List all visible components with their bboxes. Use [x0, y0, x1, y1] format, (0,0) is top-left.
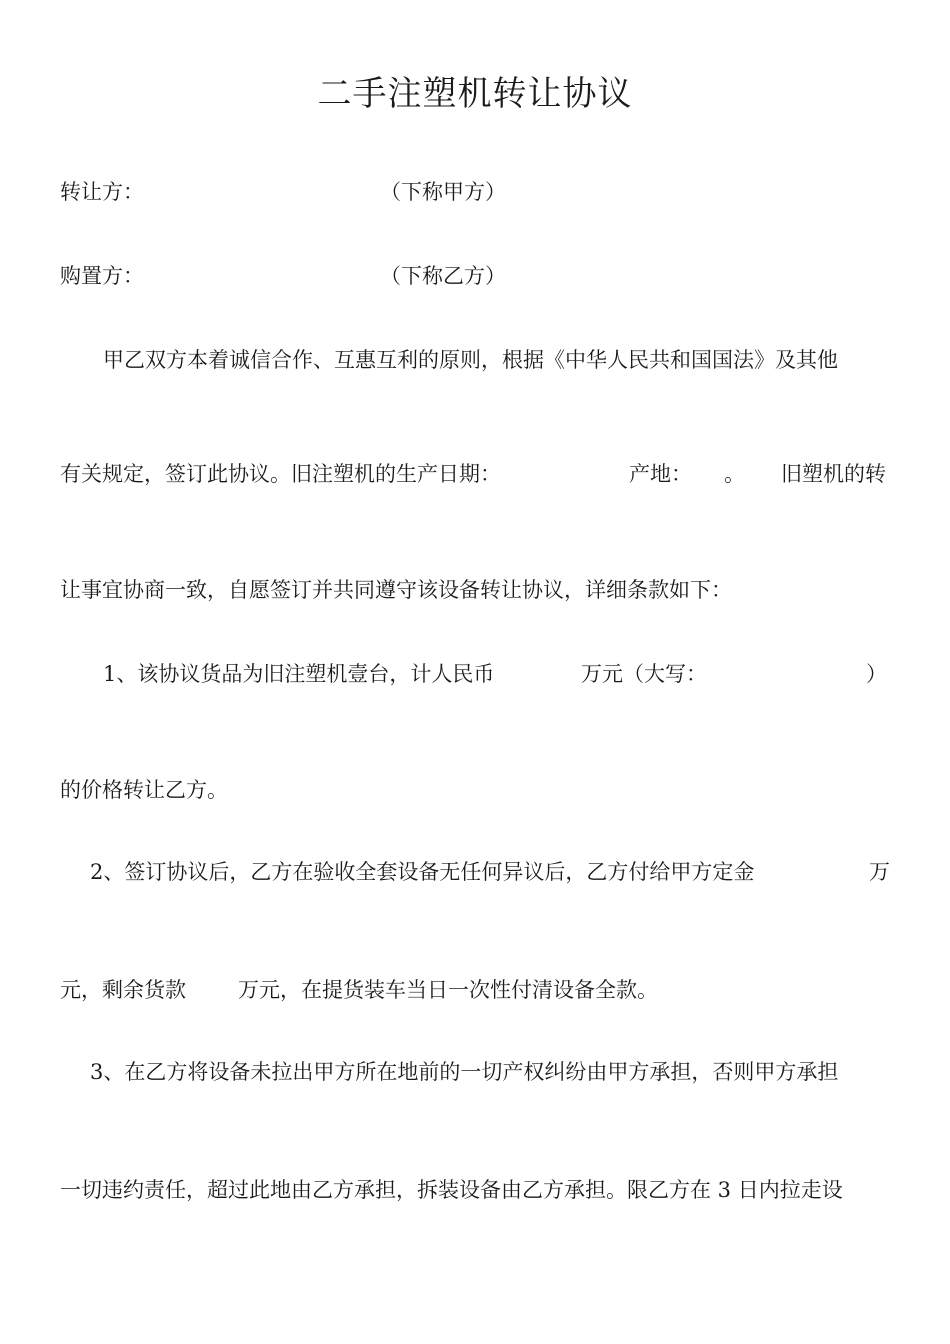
clause1-part-d: 的价格转让乙方。: [60, 778, 228, 802]
intro-line-2a: 有关规定，签订此协议。旧注塑机的生产日期：: [60, 462, 501, 486]
transferor-note: （下称甲方）: [380, 180, 506, 204]
intro-line-2d: 旧塑机的转: [781, 462, 886, 486]
clause2-part-c: 元，剩余货款: [60, 978, 186, 1002]
intro-line-1: 甲乙双方本着诚信合作、互惠互利的原则，根据《中华人民共和国国法》及其他: [103, 348, 838, 372]
clause3-line-1: 3、在乙方将设备未拉出甲方所在地前的一切产权纠纷由甲方承担，否则甲方承担: [90, 1060, 839, 1084]
clause1-part-a: 1、该协议货品为旧注塑机壹台，计人民币: [103, 662, 495, 686]
clause2-part-a: 2、签订协议后，乙方在验收全套设备无任何异议后，乙方付给甲方定金: [90, 860, 755, 884]
clause2-part-d: 万元，在提货装车当日一次性付清设备全款。: [238, 978, 658, 1002]
intro-line-2c: 。: [724, 462, 745, 486]
document-title: 二手注塑机转让协议: [317, 74, 633, 114]
buyer-label: 购置方：: [60, 264, 144, 288]
intro-line-2b: 产地：: [629, 462, 692, 486]
clause2-part-b: 万: [869, 860, 890, 884]
buyer-note: （下称乙方）: [380, 264, 506, 288]
clause3-line-2: 一切违约责任，超过此地由乙方承担，拆装设备由乙方承担。限乙方在 3 日内拉走设: [60, 1178, 843, 1202]
transferor-label: 转让方：: [60, 180, 144, 204]
clause1-part-b: 万元（大写：: [581, 662, 707, 686]
intro-line-3: 让事宜协商一致，自愿签订并共同遵守该设备转让协议，详细条款如下：: [60, 578, 732, 602]
clause1-part-c: ）: [866, 662, 887, 686]
